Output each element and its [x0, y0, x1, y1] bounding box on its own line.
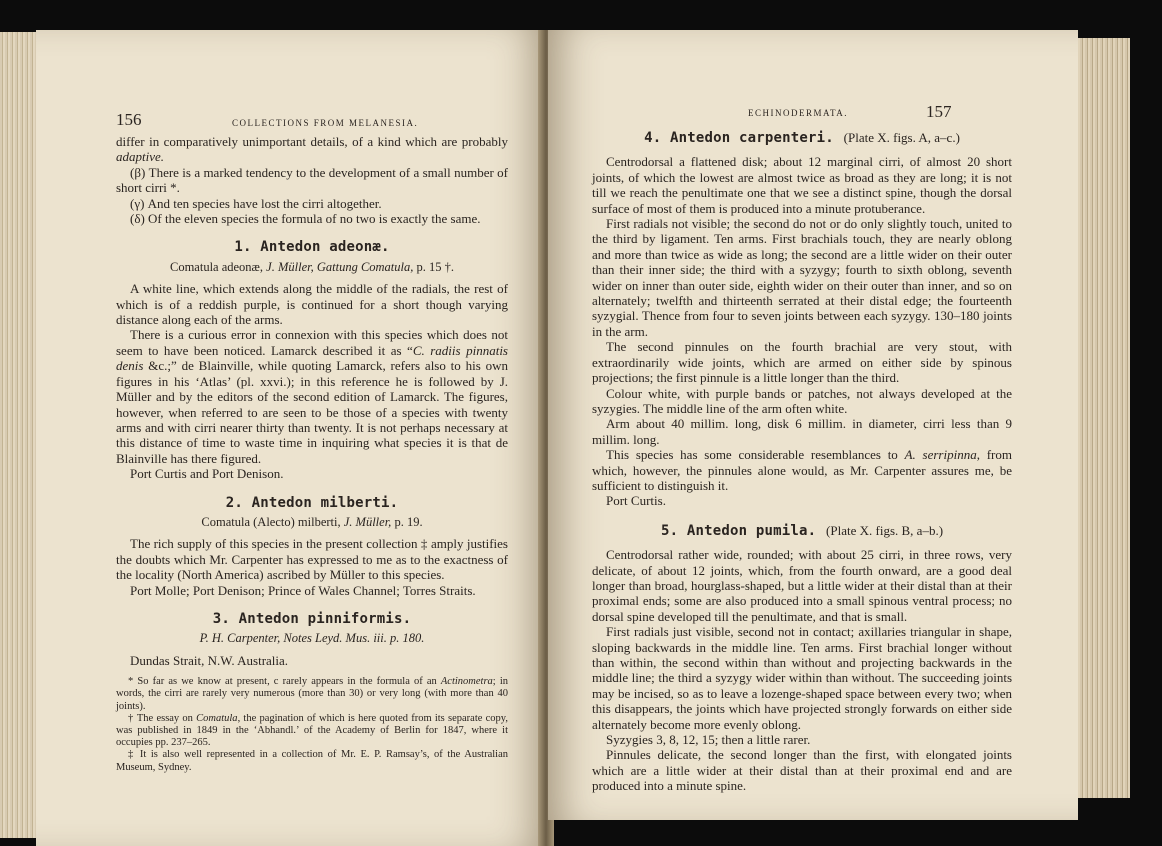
page-number: 157	[926, 102, 952, 121]
left-page-edges	[0, 32, 40, 838]
paragraph: Colour white, with purple bands or patches, not always developed at the syzygies. The middle line of the arm often white.	[592, 385, 1012, 416]
footnotes	[116, 676, 508, 774]
footnote: * So far as we know at present, c rarely appears in the formula of an Actinometra; in words, the cirri are rarely very numerous (more than 30) or very long (with more than 40 joints).	[116, 676, 509, 712]
footnote: † The essay on Comatula, the pagination of which is here quoted from its separate copy, was published in 1849 in the ‘Abhandl.’ of the Academy of Berlin for 1847, where it occupies pp. 237–265.	[116, 712, 508, 749]
citation-adeonae: Comatula adeonæ, J. Müller, Gattung Comatula, p. 15 †.	[169, 259, 454, 274]
section-heading-row-carpenteri	[592, 130, 1012, 146]
intro-paragraph: differ in comparatively unimportant details, of a kind which are probably adaptive.	[116, 134, 508, 165]
paragraph: A white line, which extends along the middle of the radials, the rest of which is of a reddish purple, is continued for a short though varying distance along each of the arms.	[116, 281, 508, 328]
paragraph: The rich supply of this species in the present collection ‡ amply justifies the doubts which Mr. Carpenter has expressed to me as to the exactness of the locality (North America) ascribed by Müller to this species.	[116, 536, 508, 583]
paragraph: This species has some considerable resemblances to A. serripinna, from which, however, the pinnules alone would, as Mr. Carpenter assures me, be sufficient to distinguish it.	[592, 447, 1012, 493]
paragraph: Arm about 40 millim. long, disk 6 millim. in diameter, cirri less than 9 millim. long.	[592, 416, 1012, 447]
right-page	[548, 30, 1078, 820]
section-heading-adeonae: 1. Antedon adeonæ.	[234, 239, 390, 256]
left-page	[36, 30, 544, 846]
section-heading-row-pumila	[592, 523, 1012, 539]
plate-reference: (Plate X. figs. B, a–b.)	[826, 522, 944, 538]
section-heading-pumila: 5. Antedon pumila.	[660, 522, 817, 539]
paragraph: First radials just visible, second not in contact; axillaries triangular in shape, sloping backwards in the middle line. Ten arms. First brachial longer without than within, the second within than without and projecting backwards in the middle line; the third a syzygy wider within than without. The succeeding joints may be incised, so as to leave a lozenge-shaped space between every two; when this disappears, the joints which have projected strongly forwards on either side alternately become more evenly oblong.	[592, 624, 1012, 732]
paragraph: First radials not visible; the second do not or do only slightly touch, united to the third by ligament. Ten arms. First brachials touch, they are nearly oblong and more than twice as wide as long; the second are a little wider on their outer than their inner side; the third with a syzygy; fourth to sixth oblong, seventh wider on inner than outer side, eighth wider on their outer than inner, and so on alternately; twelfth and thirteenth serrated at their distal edge; the fourteenth syzygial. Thence from four to seven joints between each syzygy. 130–180 joints in the arm.	[592, 216, 1012, 339]
plate-reference: (Plate X. figs. A, a–c.)	[843, 130, 960, 145]
paragraph: Pinnules delicate, the second longer than the first, with elongated joints which are a little wider at their distal than at their proximal end and are produced into a minute spine.	[592, 747, 1012, 794]
citation-pinniformis: P. H. Carpenter, Notes Leyd. Mus. iii. p. 180.	[199, 631, 425, 646]
section-heading-carpenteri: 4. Antedon carpenteri.	[644, 130, 834, 146]
page-number: 156	[116, 110, 142, 129]
paragraph: Centrodorsal rather wide, rounded; with about 25 cirri, in three rows, very delicate, of about 12 joints, which, from the fourth onward, are a good deal longer than broad, hourglass-shaped, but a little wider at their distal than at their proximal ends; some are also produced into a small spinous ventral process; no dorsal spine developed till the penultimate, and that is small.	[592, 547, 1012, 624]
footnote: ‡ It is also well represented in a collection of Mr. E. P. Ramsay’s, of the Australian Museum, Sydney.	[116, 749, 508, 773]
right-page-edges	[1070, 38, 1130, 798]
section-heading-pinniformis: 3. Antedon pinniformis.	[212, 610, 412, 627]
intro-point-delta: (δ) Of the eleven species the formula of no two is exactly the same.	[130, 211, 481, 227]
running-head: ECHINODERMATA.	[748, 108, 849, 118]
open-book	[0, 12, 1162, 838]
citation-milberti: Comatula (Alecto) milberti, J. Müller, p. 19.	[201, 514, 423, 529]
paragraph: Syzygies 3, 8, 12, 15; then a little rarer.	[606, 732, 811, 748]
intro-point-beta: (β) There is a marked tendency to the development of a small number of short cirri *.	[116, 164, 508, 196]
left-page-text	[116, 134, 508, 774]
running-head: COLLECTIONS FROM MELANESIA.	[232, 118, 419, 128]
paragraph: Centrodorsal a flattened disk; about 12 marginal cirri, of almost 20 short joints, of which the lowest are almost twice as broad as they are long; it is not till we reach the penultimate one that we see a distinct spine, though the dorsal surface of most of them is produced into a minute protuberance.	[592, 154, 1012, 216]
locality: Port Curtis and Port Denison.	[130, 466, 284, 482]
section-heading-milberti: 2. Antedon milberti.	[225, 494, 399, 511]
locality: Dundas Strait, N.W. Australia.	[130, 652, 289, 668]
intro-point-gamma: (γ) And ten species have lost the cirri altogether.	[130, 195, 382, 211]
paragraph: The second pinnules on the fourth brachial are very stout, with extraordinarily wide joints, which are armed on either side by spinous projections; the first pinnule is a little longer than the third.	[592, 339, 1012, 386]
locality: Port Molle; Port Denison; Prince of Wales Channel; Torres Straits.	[130, 582, 476, 598]
right-page-text	[592, 130, 1012, 794]
locality: Port Curtis.	[606, 493, 666, 509]
paragraph: There is a curious error in connexion with this species which does not seem to have been noticed. Lamarck described it as “C. radiis pinnatis denis &c.;” de Blainville, while quoting Lamarck, refers also to his own figures in his ‘Atlas’ (pl. xxvi.); in this reference he is followed by J. Müller and by the editors of the second edition of Lamarck. The figures, however, when referred to are seen to be those of a species with twenty arms and with cirri nearer thirty than twenty. It is not perhaps necessary at this distance of time to waste time in inquiring what species it is that de Blainville has there figured.	[116, 327, 508, 466]
